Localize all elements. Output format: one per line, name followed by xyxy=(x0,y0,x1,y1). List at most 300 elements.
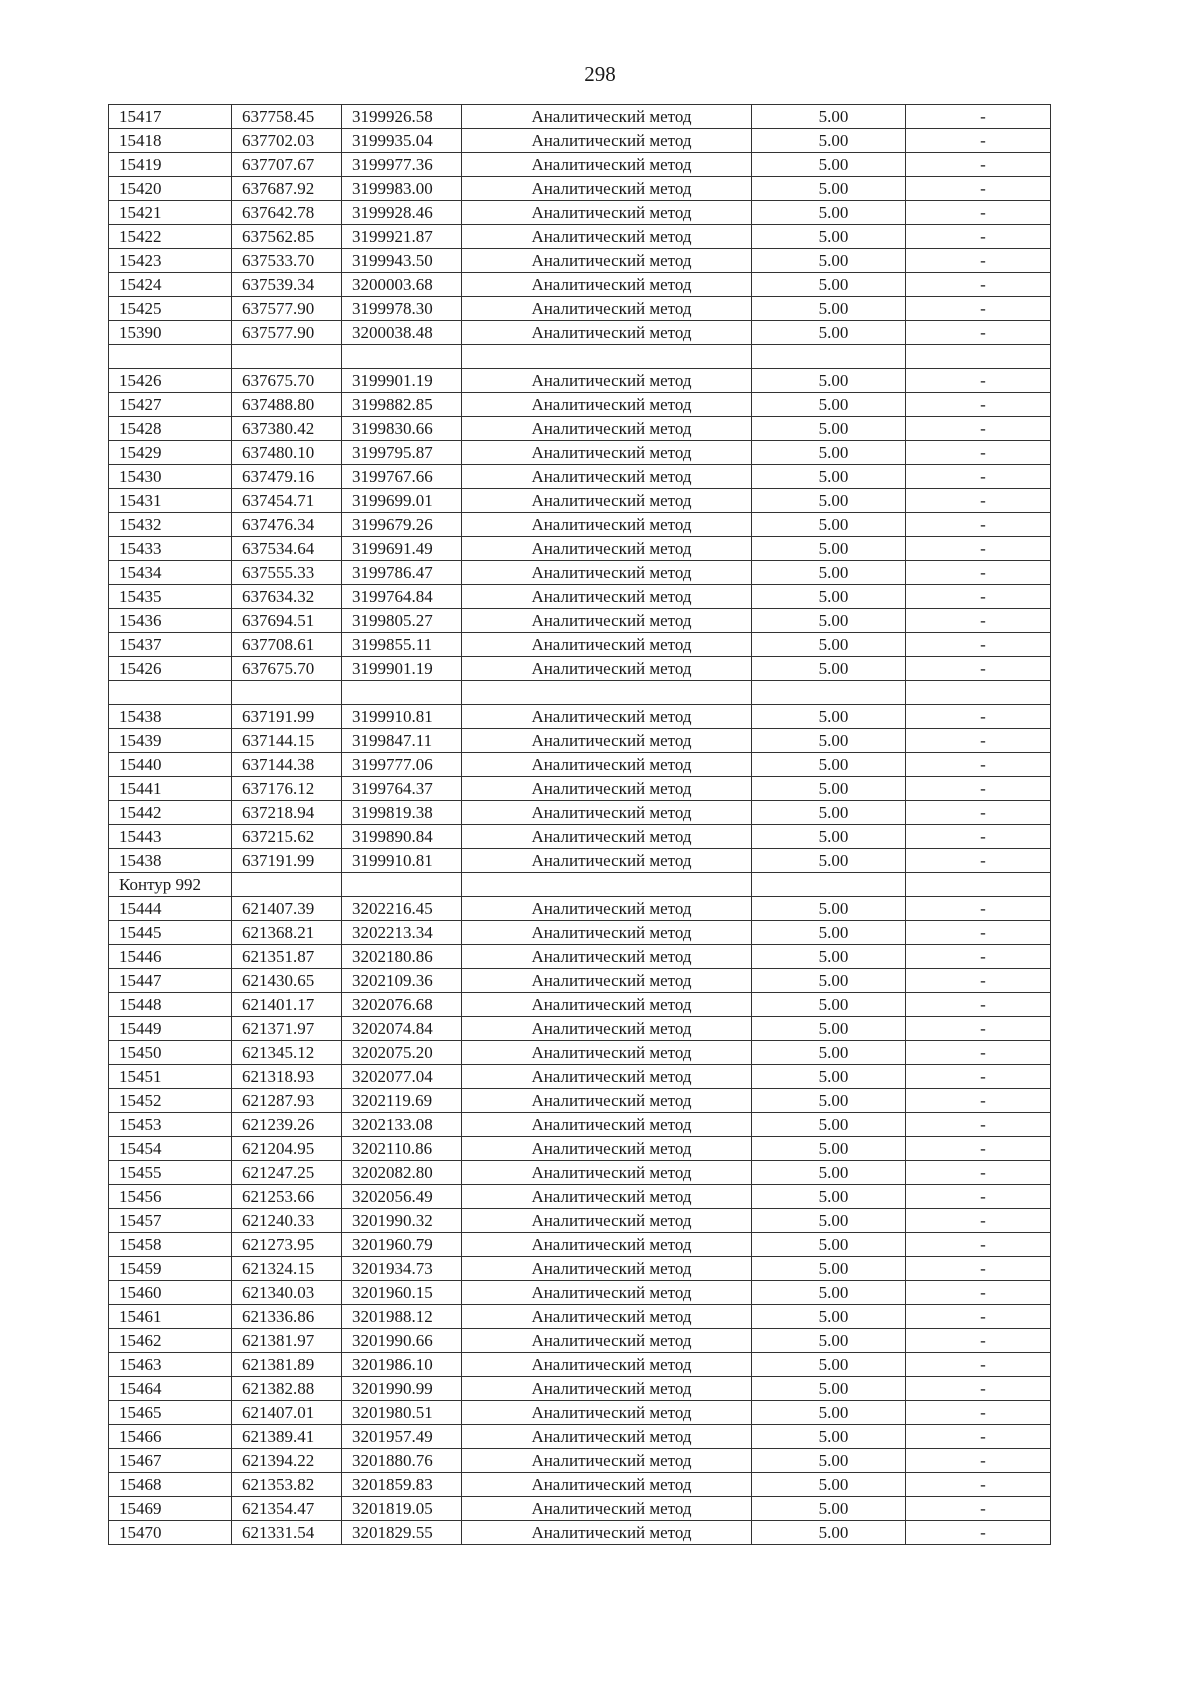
table-row xyxy=(109,777,1051,801)
method-cell: Аналитический метод xyxy=(462,369,752,393)
note-cell: - xyxy=(906,777,1051,801)
accuracy-cell: 5.00 xyxy=(752,1089,906,1113)
point-id-cell: 15431 xyxy=(109,489,232,513)
y-coordinate-cell: 3201880.76 xyxy=(342,1449,462,1473)
x-coordinate-cell: 621394.22 xyxy=(232,1449,342,1473)
point-id-cell: 15427 xyxy=(109,393,232,417)
x-coordinate-cell: 637215.62 xyxy=(232,825,342,849)
y-coordinate-cell: 3202119.69 xyxy=(342,1089,462,1113)
y-coordinate-cell: 3201990.32 xyxy=(342,1209,462,1233)
point-id-cell: 15455 xyxy=(109,1161,232,1185)
point-id-cell: 15453 xyxy=(109,1113,232,1137)
point-id-cell: 15461 xyxy=(109,1305,232,1329)
point-id-cell: 15438 xyxy=(109,705,232,729)
table-row xyxy=(109,1041,1051,1065)
x-coordinate-cell: 621381.97 xyxy=(232,1329,342,1353)
y-coordinate-cell: 3201990.66 xyxy=(342,1329,462,1353)
table-row xyxy=(109,801,1051,825)
accuracy-cell: 5.00 xyxy=(752,537,906,561)
accuracy-cell: 5.00 xyxy=(752,1353,906,1377)
method-cell: Аналитический метод xyxy=(462,1017,752,1041)
point-id-cell: 15457 xyxy=(109,1209,232,1233)
y-coordinate-cell: 3202109.36 xyxy=(342,969,462,993)
method-cell: Аналитический метод xyxy=(462,1401,752,1425)
method-cell: Аналитический метод xyxy=(462,777,752,801)
point-id-cell: 15436 xyxy=(109,609,232,633)
table-row xyxy=(109,1305,1051,1329)
table-row xyxy=(109,945,1051,969)
coordinates-table xyxy=(108,104,1051,1545)
table-row xyxy=(109,249,1051,273)
table-row xyxy=(109,1425,1051,1449)
table-row xyxy=(109,633,1051,657)
note-cell: - xyxy=(906,1281,1051,1305)
method-cell: Аналитический метод xyxy=(462,1497,752,1521)
point-id-cell: 15460 xyxy=(109,1281,232,1305)
method-cell: Аналитический метод xyxy=(462,1233,752,1257)
point-id-cell: 15469 xyxy=(109,1497,232,1521)
table-row xyxy=(109,657,1051,681)
note-cell: - xyxy=(906,609,1051,633)
note-cell: - xyxy=(906,825,1051,849)
x-coordinate-cell: 637687.92 xyxy=(232,177,342,201)
method-cell: Аналитический метод xyxy=(462,489,752,513)
x-coordinate-cell: 621389.41 xyxy=(232,1425,342,1449)
x-coordinate-cell: 621430.65 xyxy=(232,969,342,993)
accuracy-cell: 5.00 xyxy=(752,585,906,609)
point-id-cell: 15424 xyxy=(109,273,232,297)
x-coordinate-cell: 637479.16 xyxy=(232,465,342,489)
x-coordinate-cell: 637176.12 xyxy=(232,777,342,801)
table-row xyxy=(109,1281,1051,1305)
point-id-cell: 15419 xyxy=(109,153,232,177)
method-cell: Аналитический метод xyxy=(462,1209,752,1233)
method-cell: Аналитический метод xyxy=(462,225,752,249)
x-coordinate-cell: 621382.88 xyxy=(232,1377,342,1401)
point-id-cell: 15422 xyxy=(109,225,232,249)
x-coordinate-cell: 621204.95 xyxy=(232,1137,342,1161)
y-coordinate-cell: 3199699.01 xyxy=(342,489,462,513)
accuracy-cell: 5.00 xyxy=(752,465,906,489)
empty-cell xyxy=(462,681,752,705)
empty-cell xyxy=(232,873,342,897)
y-coordinate-cell: 3199830.66 xyxy=(342,417,462,441)
accuracy-cell: 5.00 xyxy=(752,489,906,513)
method-cell: Аналитический метод xyxy=(462,465,752,489)
table-row xyxy=(109,1449,1051,1473)
point-id-cell: 15463 xyxy=(109,1353,232,1377)
accuracy-cell: 5.00 xyxy=(752,1377,906,1401)
point-id-cell: 15465 xyxy=(109,1401,232,1425)
point-id-cell: 15443 xyxy=(109,825,232,849)
accuracy-cell: 5.00 xyxy=(752,1497,906,1521)
note-cell: - xyxy=(906,897,1051,921)
x-coordinate-cell: 637642.78 xyxy=(232,201,342,225)
y-coordinate-cell: 3199847.11 xyxy=(342,729,462,753)
point-id-cell: 15438 xyxy=(109,849,232,873)
method-cell: Аналитический метод xyxy=(462,969,752,993)
method-cell: Аналитический метод xyxy=(462,585,752,609)
x-coordinate-cell: 637380.42 xyxy=(232,417,342,441)
method-cell: Аналитический метод xyxy=(462,1473,752,1497)
accuracy-cell: 5.00 xyxy=(752,297,906,321)
empty-cell xyxy=(752,681,906,705)
accuracy-cell: 5.00 xyxy=(752,729,906,753)
accuracy-cell: 5.00 xyxy=(752,1041,906,1065)
x-coordinate-cell: 621336.86 xyxy=(232,1305,342,1329)
point-id-cell: 15441 xyxy=(109,777,232,801)
note-cell: - xyxy=(906,1449,1051,1473)
point-id-cell: 15458 xyxy=(109,1233,232,1257)
note-cell: - xyxy=(906,1065,1051,1089)
y-coordinate-cell: 3199890.84 xyxy=(342,825,462,849)
table-row xyxy=(109,849,1051,873)
point-id-cell: 15445 xyxy=(109,921,232,945)
accuracy-cell: 5.00 xyxy=(752,1425,906,1449)
x-coordinate-cell: 637694.51 xyxy=(232,609,342,633)
point-id-cell: 15433 xyxy=(109,537,232,561)
point-id-cell: 15466 xyxy=(109,1425,232,1449)
note-cell: - xyxy=(906,105,1051,129)
method-cell: Аналитический метод xyxy=(462,177,752,201)
empty-cell xyxy=(462,873,752,897)
note-cell: - xyxy=(906,297,1051,321)
x-coordinate-cell: 637191.99 xyxy=(232,705,342,729)
table-row xyxy=(109,609,1051,633)
y-coordinate-cell: 3199777.06 xyxy=(342,753,462,777)
note-cell: - xyxy=(906,1353,1051,1377)
x-coordinate-cell: 621401.17 xyxy=(232,993,342,1017)
y-coordinate-cell: 3201960.79 xyxy=(342,1233,462,1257)
y-coordinate-cell: 3199901.19 xyxy=(342,369,462,393)
method-cell: Аналитический метод xyxy=(462,537,752,561)
method-cell: Аналитический метод xyxy=(462,249,752,273)
method-cell: Аналитический метод xyxy=(462,921,752,945)
y-coordinate-cell: 3200038.48 xyxy=(342,321,462,345)
accuracy-cell: 5.00 xyxy=(752,561,906,585)
method-cell: Аналитический метод xyxy=(462,1161,752,1185)
point-id-cell: 15449 xyxy=(109,1017,232,1041)
note-cell: - xyxy=(906,441,1051,465)
y-coordinate-cell: 3201829.55 xyxy=(342,1521,462,1545)
x-coordinate-cell: 637476.34 xyxy=(232,513,342,537)
method-cell: Аналитический метод xyxy=(462,273,752,297)
y-coordinate-cell: 3199935.04 xyxy=(342,129,462,153)
note-cell: - xyxy=(906,993,1051,1017)
note-cell: - xyxy=(906,273,1051,297)
table-row xyxy=(109,1209,1051,1233)
note-cell: - xyxy=(906,1017,1051,1041)
table-row xyxy=(109,969,1051,993)
method-cell: Аналитический метод xyxy=(462,441,752,465)
accuracy-cell: 5.00 xyxy=(752,273,906,297)
table-row xyxy=(109,1497,1051,1521)
empty-cell xyxy=(109,345,232,369)
point-id-cell: 15464 xyxy=(109,1377,232,1401)
table-row xyxy=(109,489,1051,513)
method-cell: Аналитический метод xyxy=(462,201,752,225)
note-cell: - xyxy=(906,729,1051,753)
accuracy-cell: 5.00 xyxy=(752,1233,906,1257)
note-cell: - xyxy=(906,1329,1051,1353)
x-coordinate-cell: 621331.54 xyxy=(232,1521,342,1545)
note-cell: - xyxy=(906,321,1051,345)
table-row xyxy=(109,465,1051,489)
y-coordinate-cell: 3199767.66 xyxy=(342,465,462,489)
table-row xyxy=(109,369,1051,393)
contour-label-row xyxy=(109,873,1051,897)
accuracy-cell: 5.00 xyxy=(752,897,906,921)
note-cell: - xyxy=(906,1305,1051,1329)
x-coordinate-cell: 637555.33 xyxy=(232,561,342,585)
table-row xyxy=(109,1521,1051,1545)
note-cell: - xyxy=(906,921,1051,945)
y-coordinate-cell: 3199764.84 xyxy=(342,585,462,609)
y-coordinate-cell: 3202075.20 xyxy=(342,1041,462,1065)
point-id-cell: 15456 xyxy=(109,1185,232,1209)
y-coordinate-cell: 3199983.00 xyxy=(342,177,462,201)
method-cell: Аналитический метод xyxy=(462,657,752,681)
point-id-cell: 15450 xyxy=(109,1041,232,1065)
accuracy-cell: 5.00 xyxy=(752,609,906,633)
accuracy-cell: 5.00 xyxy=(752,633,906,657)
x-coordinate-cell: 621353.82 xyxy=(232,1473,342,1497)
table-row xyxy=(109,705,1051,729)
table-row xyxy=(109,129,1051,153)
x-coordinate-cell: 637675.70 xyxy=(232,369,342,393)
note-cell: - xyxy=(906,513,1051,537)
y-coordinate-cell: 3199943.50 xyxy=(342,249,462,273)
accuracy-cell: 5.00 xyxy=(752,177,906,201)
note-cell: - xyxy=(906,201,1051,225)
x-coordinate-cell: 637539.34 xyxy=(232,273,342,297)
x-coordinate-cell: 621351.87 xyxy=(232,945,342,969)
x-coordinate-cell: 637758.45 xyxy=(232,105,342,129)
table-row xyxy=(109,825,1051,849)
accuracy-cell: 5.00 xyxy=(752,1209,906,1233)
method-cell: Аналитический метод xyxy=(462,825,752,849)
x-coordinate-cell: 621287.93 xyxy=(232,1089,342,1113)
x-coordinate-cell: 637634.32 xyxy=(232,585,342,609)
method-cell: Аналитический метод xyxy=(462,1257,752,1281)
method-cell: Аналитический метод xyxy=(462,609,752,633)
y-coordinate-cell: 3199926.58 xyxy=(342,105,462,129)
accuracy-cell: 5.00 xyxy=(752,1473,906,1497)
point-id-cell: 15470 xyxy=(109,1521,232,1545)
empty-cell xyxy=(232,681,342,705)
table-row xyxy=(109,1377,1051,1401)
x-coordinate-cell: 637708.61 xyxy=(232,633,342,657)
y-coordinate-cell: 3199921.87 xyxy=(342,225,462,249)
accuracy-cell: 5.00 xyxy=(752,1521,906,1545)
accuracy-cell: 5.00 xyxy=(752,1161,906,1185)
note-cell: - xyxy=(906,369,1051,393)
y-coordinate-cell: 3199691.49 xyxy=(342,537,462,561)
point-id-cell: 15418 xyxy=(109,129,232,153)
y-coordinate-cell: 3202082.80 xyxy=(342,1161,462,1185)
x-coordinate-cell: 637577.90 xyxy=(232,297,342,321)
x-coordinate-cell: 621247.25 xyxy=(232,1161,342,1185)
y-coordinate-cell: 3200003.68 xyxy=(342,273,462,297)
point-id-cell: 15428 xyxy=(109,417,232,441)
y-coordinate-cell: 3199978.30 xyxy=(342,297,462,321)
note-cell: - xyxy=(906,153,1051,177)
point-id-cell: 15442 xyxy=(109,801,232,825)
x-coordinate-cell: 621368.21 xyxy=(232,921,342,945)
point-id-cell: 15430 xyxy=(109,465,232,489)
point-id-cell: 15467 xyxy=(109,1449,232,1473)
table-row xyxy=(109,1233,1051,1257)
method-cell: Аналитический метод xyxy=(462,1449,752,1473)
note-cell: - xyxy=(906,801,1051,825)
note-cell: - xyxy=(906,969,1051,993)
accuracy-cell: 5.00 xyxy=(752,249,906,273)
y-coordinate-cell: 3201859.83 xyxy=(342,1473,462,1497)
note-cell: - xyxy=(906,1041,1051,1065)
method-cell: Аналитический метод xyxy=(462,729,752,753)
accuracy-cell: 5.00 xyxy=(752,105,906,129)
x-coordinate-cell: 637191.99 xyxy=(232,849,342,873)
point-id-cell: 15390 xyxy=(109,321,232,345)
y-coordinate-cell: 3201957.49 xyxy=(342,1425,462,1449)
method-cell: Аналитический метод xyxy=(462,1041,752,1065)
point-id-cell: 15437 xyxy=(109,633,232,657)
y-coordinate-cell: 3202074.84 xyxy=(342,1017,462,1041)
method-cell: Аналитический метод xyxy=(462,1425,752,1449)
accuracy-cell: 5.00 xyxy=(752,441,906,465)
table-row xyxy=(109,177,1051,201)
method-cell: Аналитический метод xyxy=(462,1521,752,1545)
x-coordinate-cell: 621318.93 xyxy=(232,1065,342,1089)
method-cell: Аналитический метод xyxy=(462,1281,752,1305)
point-id-cell: 15452 xyxy=(109,1089,232,1113)
point-id-cell: 15446 xyxy=(109,945,232,969)
point-id-cell: 15435 xyxy=(109,585,232,609)
table-row xyxy=(109,1065,1051,1089)
y-coordinate-cell: 3199764.37 xyxy=(342,777,462,801)
y-coordinate-cell: 3199805.27 xyxy=(342,609,462,633)
table-row xyxy=(109,753,1051,777)
method-cell: Аналитический метод xyxy=(462,513,752,537)
note-cell: - xyxy=(906,1473,1051,1497)
contour-label-cell: Контур 992 xyxy=(109,873,232,897)
y-coordinate-cell: 3202110.86 xyxy=(342,1137,462,1161)
table-row xyxy=(109,1401,1051,1425)
table-row xyxy=(109,153,1051,177)
method-cell: Аналитический метод xyxy=(462,801,752,825)
method-cell: Аналитический метод xyxy=(462,417,752,441)
table-row xyxy=(109,1473,1051,1497)
point-id-cell: 15451 xyxy=(109,1065,232,1089)
point-id-cell: 15439 xyxy=(109,729,232,753)
empty-cell xyxy=(752,345,906,369)
accuracy-cell: 5.00 xyxy=(752,129,906,153)
note-cell: - xyxy=(906,753,1051,777)
empty-cell xyxy=(906,345,1051,369)
note-cell: - xyxy=(906,561,1051,585)
method-cell: Аналитический метод xyxy=(462,321,752,345)
method-cell: Аналитический метод xyxy=(462,705,752,729)
y-coordinate-cell: 3202133.08 xyxy=(342,1113,462,1137)
method-cell: Аналитический метод xyxy=(462,633,752,657)
accuracy-cell: 5.00 xyxy=(752,993,906,1017)
x-coordinate-cell: 621253.66 xyxy=(232,1185,342,1209)
table-row xyxy=(109,201,1051,225)
table-row xyxy=(109,1329,1051,1353)
method-cell: Аналитический метод xyxy=(462,1305,752,1329)
note-cell: - xyxy=(906,393,1051,417)
x-coordinate-cell: 621324.15 xyxy=(232,1257,342,1281)
note-cell: - xyxy=(906,129,1051,153)
y-coordinate-cell: 3201980.51 xyxy=(342,1401,462,1425)
table-row xyxy=(109,1161,1051,1185)
y-coordinate-cell: 3201934.73 xyxy=(342,1257,462,1281)
y-coordinate-cell: 3202213.34 xyxy=(342,921,462,945)
method-cell: Аналитический метод xyxy=(462,1377,752,1401)
y-coordinate-cell: 3199882.85 xyxy=(342,393,462,417)
point-id-cell: 15444 xyxy=(109,897,232,921)
table-row xyxy=(109,225,1051,249)
x-coordinate-cell: 637533.70 xyxy=(232,249,342,273)
accuracy-cell: 5.00 xyxy=(752,393,906,417)
accuracy-cell: 5.00 xyxy=(752,945,906,969)
note-cell: - xyxy=(906,1521,1051,1545)
x-coordinate-cell: 621354.47 xyxy=(232,1497,342,1521)
point-id-cell: 15426 xyxy=(109,369,232,393)
method-cell: Аналитический метод xyxy=(462,1089,752,1113)
point-id-cell: 15434 xyxy=(109,561,232,585)
x-coordinate-cell: 621340.03 xyxy=(232,1281,342,1305)
point-id-cell: 15425 xyxy=(109,297,232,321)
y-coordinate-cell: 3201819.05 xyxy=(342,1497,462,1521)
accuracy-cell: 5.00 xyxy=(752,417,906,441)
accuracy-cell: 5.00 xyxy=(752,1113,906,1137)
accuracy-cell: 5.00 xyxy=(752,153,906,177)
point-id-cell: 15417 xyxy=(109,105,232,129)
x-coordinate-cell: 621407.39 xyxy=(232,897,342,921)
note-cell: - xyxy=(906,249,1051,273)
method-cell: Аналитический метод xyxy=(462,1137,752,1161)
x-coordinate-cell: 637534.64 xyxy=(232,537,342,561)
point-id-cell: 15429 xyxy=(109,441,232,465)
x-coordinate-cell: 637480.10 xyxy=(232,441,342,465)
accuracy-cell: 5.00 xyxy=(752,1329,906,1353)
table-row xyxy=(109,273,1051,297)
note-cell: - xyxy=(906,1137,1051,1161)
method-cell: Аналитический метод xyxy=(462,1065,752,1089)
accuracy-cell: 5.00 xyxy=(752,825,906,849)
accuracy-cell: 5.00 xyxy=(752,369,906,393)
note-cell: - xyxy=(906,1113,1051,1137)
method-cell: Аналитический метод xyxy=(462,105,752,129)
accuracy-cell: 5.00 xyxy=(752,513,906,537)
note-cell: - xyxy=(906,1185,1051,1209)
accuracy-cell: 5.00 xyxy=(752,1065,906,1089)
x-coordinate-cell: 637144.15 xyxy=(232,729,342,753)
method-cell: Аналитический метод xyxy=(462,897,752,921)
y-coordinate-cell: 3199901.19 xyxy=(342,657,462,681)
note-cell: - xyxy=(906,633,1051,657)
y-coordinate-cell: 3199679.26 xyxy=(342,513,462,537)
note-cell: - xyxy=(906,1233,1051,1257)
accuracy-cell: 5.00 xyxy=(752,1281,906,1305)
method-cell: Аналитический метод xyxy=(462,561,752,585)
note-cell: - xyxy=(906,1161,1051,1185)
x-coordinate-cell: 621407.01 xyxy=(232,1401,342,1425)
accuracy-cell: 5.00 xyxy=(752,225,906,249)
point-id-cell: 15459 xyxy=(109,1257,232,1281)
point-id-cell: 15462 xyxy=(109,1329,232,1353)
